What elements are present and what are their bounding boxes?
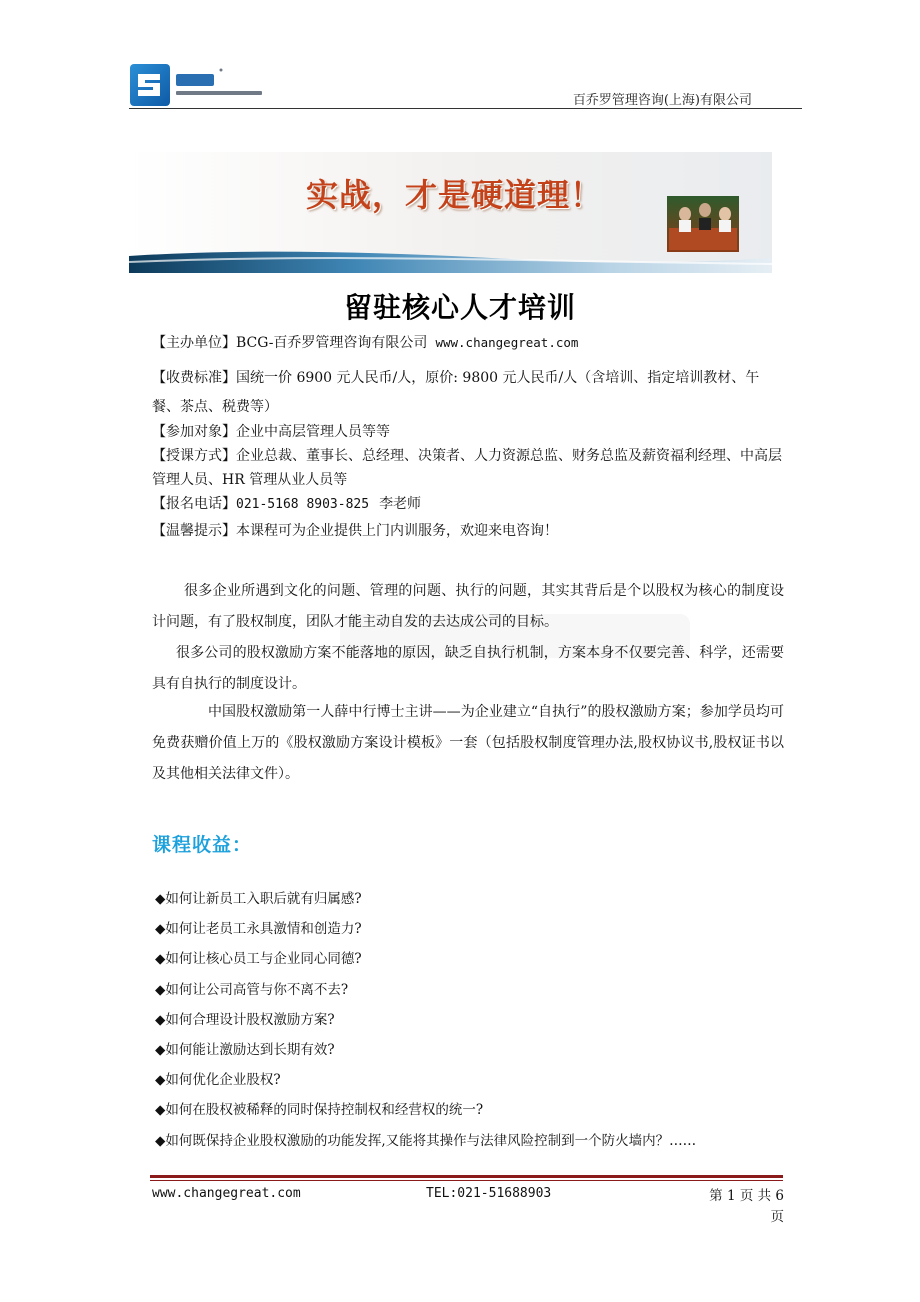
benefits-list: [155, 884, 795, 1156]
bcg-logo: [130, 64, 266, 106]
organizer-label: 【主办单位】: [152, 335, 236, 351]
fee-value: 国统一价 6900 元人民币/人，原价: 9800 元人民币/人（含培训、指定培训教材、午餐、茶点、税费等）: [152, 370, 760, 415]
page-number: 第 1 页 共 6 页: [709, 1188, 784, 1225]
format-label: 【授课方式】: [152, 448, 236, 464]
info-phone: [152, 492, 784, 517]
paragraph-1: 很多企业所遇到文化的问题、管理的问题、执行的问题，其实其背后是个以股权为核心的制度设计问题，有了股权制度，团队才能主动自发的去达成公司的目标。: [152, 583, 784, 630]
info-fee: [152, 364, 784, 422]
info-audience: [152, 420, 784, 444]
benefit-item: ◆如何既保持企业股权激励的功能发挥,又能将其操作与法律风险控制到一个防火墙内？……: [155, 1132, 697, 1149]
audience-value: 企业中高层管理人员等等: [236, 424, 390, 440]
benefits-heading: 课程收益：: [152, 834, 253, 856]
paragraph-2: 很多公司的股权激励方案不能落地的原因，缺乏自执行机制，方案本身不仅要完善、科学，还需要具有自执行的制度设计。: [152, 645, 784, 692]
paragraph-3: 中国股权激励第一人薛中行博士主讲——为企业建立“自执行”的股权激励方案；参加学员均可免费获赠价值上万的《股权激励方案设计模板》一套（包括股权制度管理办法,股权协议书,股权证书以及其他相关法律文件）。: [152, 704, 784, 782]
benefit-item: ◆如何让核心员工与企业同心同德?: [155, 951, 362, 968]
benefit-item: ◆如何优化企业股权?: [155, 1072, 281, 1089]
phone-label: 【报名电话】: [152, 496, 236, 512]
footer-tel: TEL:021-51688903: [426, 1186, 552, 1201]
audience-label: 【参加对象】: [152, 424, 236, 440]
benefit-item: ◆如何合理设计股权激励方案?: [155, 1011, 335, 1028]
benefit-item: ◆如何在股权被稀释的同时保持控制权和经营权的统一?: [155, 1102, 484, 1119]
banner-slogan: 实战，才是硬道理！: [306, 176, 604, 214]
phone-contact: 李老师: [379, 496, 422, 512]
benefit-item: ◆如何让老员工永具激情和创造力?: [155, 921, 362, 938]
format-value: 企业总裁、董事长、总经理、决策者、人力资源总监、财务总监及薪资福利经理、中高层管理人员、HR 管理从业人员等: [152, 448, 782, 488]
company-name: 百乔罗管理咨询(上海)有限公司: [572, 93, 752, 108]
benefit-item: ◆如何让公司高管与你不离不去?: [155, 981, 349, 998]
benefit-item: ◆如何让新员工入职后就有归属感?: [155, 891, 362, 907]
footer-url[interactable]: www.changegreat.com: [152, 1186, 301, 1201]
info-format: [152, 444, 784, 492]
tip-value: 本课程可为企业提供上门内训服务，欢迎来电咨询！: [236, 523, 558, 539]
phone-number: 021-5168 8903-825: [236, 497, 370, 512]
organizer-url[interactable]: www.changegreat.com: [435, 335, 579, 350]
benefit-item: ◆如何能让激励达到长期有效?: [155, 1041, 335, 1058]
info-organizer: [152, 331, 784, 355]
info-tip: [152, 519, 784, 543]
fee-label: 【收费标准】: [152, 370, 236, 386]
footer-rule-thin: [150, 1180, 783, 1181]
header-rule: [129, 108, 802, 109]
footer-rule-thick: [150, 1175, 783, 1178]
organizer-value: BCG-百乔罗管理咨询有限公司: [236, 335, 428, 351]
tip-label: 【温馨提示】: [152, 523, 236, 539]
document-title: 留驻核心人才培训: [343, 291, 576, 324]
